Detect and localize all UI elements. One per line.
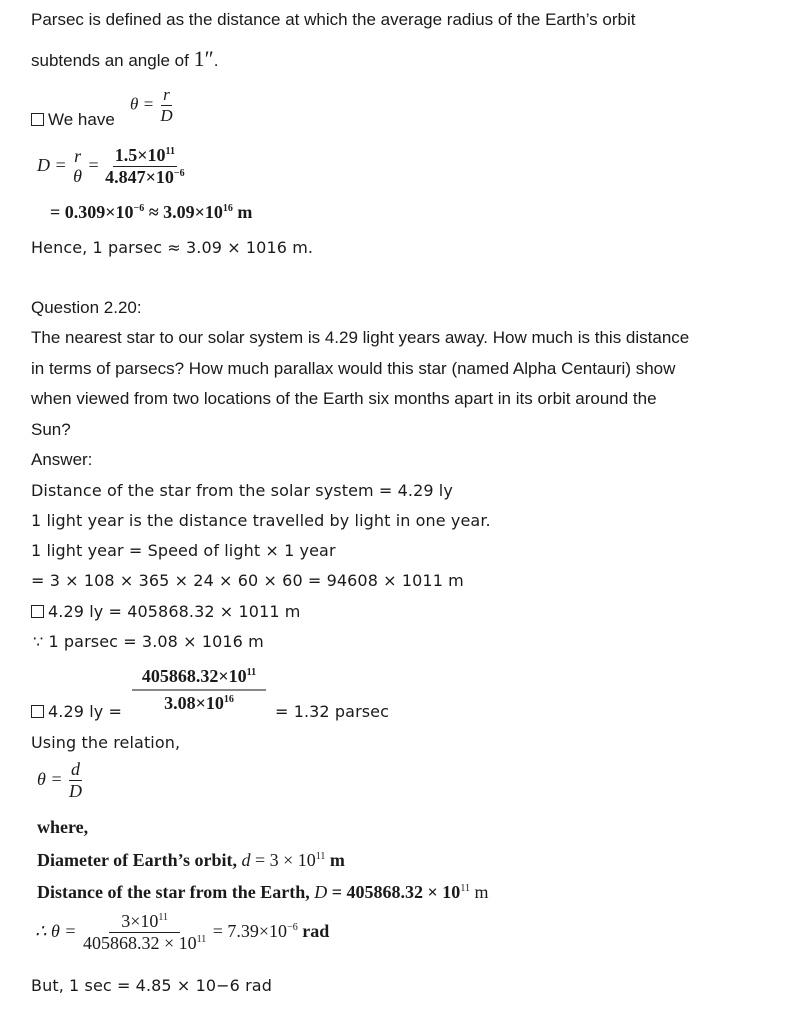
numerator: d	[71, 759, 80, 779]
answer-line: 1 light year = Speed of light × 1 year	[31, 541, 336, 560]
theta-lhs: θ =	[130, 94, 155, 114]
intro-line-2-text: subtends an angle of	[31, 51, 189, 70]
numerator	[132, 666, 266, 691]
exponent: −6	[287, 921, 298, 933]
theta-calc	[35, 912, 329, 953]
unit: m	[232, 202, 253, 222]
missing-glyph-icon	[31, 113, 44, 126]
diameter-value: = 3 × 10	[250, 850, 316, 870]
missing-glyph-icon	[31, 605, 44, 618]
theta-lhs: ∴ θ =	[35, 920, 77, 941]
parsec-calc-result: = 1.32 parsec	[275, 702, 390, 721]
fraction	[158, 86, 174, 125]
theta-formula	[130, 86, 175, 125]
using-relation: Using the relation,	[31, 733, 181, 752]
lhs-text: 4.29 ly =	[48, 702, 123, 721]
parsec-calc-lhs	[31, 702, 122, 721]
answer-line-text: 4.29 ly = 405868.32 × 1011 m	[48, 602, 301, 621]
missing-glyph-icon	[31, 705, 44, 718]
answer-line: 1 light year is the distance travelled by light in one year.	[31, 511, 491, 530]
result-a: = 0.309×10	[50, 202, 134, 222]
exponent: 11	[196, 933, 207, 945]
exponent: −6	[133, 203, 145, 214]
relation-formula	[37, 760, 84, 801]
fraction	[81, 912, 208, 953]
answer-label: Answer:	[31, 450, 93, 469]
denominator-base: 405868.32 × 10	[82, 932, 197, 953]
exponent: 16	[222, 203, 233, 214]
we-have-label: We have	[48, 110, 115, 129]
distance-line	[37, 882, 488, 903]
question-line: Sun?	[31, 420, 71, 439]
exponent: 11	[315, 851, 326, 862]
distance-label: Distance of the star from the Earth,	[37, 882, 310, 902]
question-line: when viewed from two locations of the Earth six months apart in its orbit around the	[31, 389, 657, 408]
denominator: 4.847×10	[105, 166, 174, 187]
theta-result: = 7.39×10	[212, 920, 288, 941]
answer-line	[31, 602, 301, 621]
equals: =	[88, 154, 99, 175]
unit: m	[325, 850, 345, 870]
diameter-line	[37, 850, 345, 871]
fraction-r-theta	[71, 147, 84, 187]
intro-line-2	[31, 46, 219, 72]
answer-line: = 3 × 108 × 365 × 24 × 60 × 60 = 94608 × 1011 m	[31, 571, 464, 590]
denominator	[132, 691, 266, 714]
variable-d: d	[241, 850, 251, 870]
diameter-label: Diameter of Earth’s orbit,	[37, 850, 237, 870]
but-line: But, 1 sec = 4.85 × 10−6 rad	[31, 976, 272, 995]
theta-lhs: θ =	[37, 768, 63, 789]
question-line: The nearest star to our solar system is 4.29 light years away. How much is this distance	[31, 328, 690, 347]
hence-line: Hence, 1 parsec ≈ 3.09 × 1016 m.	[31, 238, 314, 257]
denominator: D	[160, 105, 173, 125]
d-lhs: D =	[37, 154, 67, 175]
variable-D: D	[314, 882, 328, 902]
exponent: −6	[173, 167, 185, 179]
angle-value: 1″	[193, 46, 214, 71]
denominator: θ	[73, 166, 82, 187]
intro-line-1: Parsec is defined as the distance at which the average radius of the Earth’s orbit	[31, 10, 636, 29]
distance-value: = 405868.32 × 10	[327, 882, 461, 902]
fraction	[67, 760, 84, 801]
question-title: Question 2.20:	[31, 298, 142, 317]
numerator: 1.5×10	[114, 145, 166, 165]
fraction-value	[103, 146, 186, 187]
derivation-line-1	[37, 146, 187, 187]
numerator: r	[163, 85, 170, 104]
denominator: D	[69, 780, 82, 801]
result-b: ≈ 3.09×10	[144, 202, 223, 222]
period: .	[213, 51, 219, 70]
answer-line: Distance of the star from the solar system = 4.29 ly	[31, 481, 453, 500]
exponent: 11	[165, 146, 175, 157]
we-have-line	[31, 110, 115, 130]
exponent: 11	[158, 912, 168, 923]
exponent: 11	[460, 883, 470, 894]
answer-line: ∵ 1 parsec = 3.08 × 1016 m	[33, 632, 264, 651]
question-line: in terms of parsecs? How much parallax would this star (named Alpha Centauri) show	[31, 359, 676, 378]
numerator-base: 3×10	[121, 911, 159, 931]
exponent: 11	[246, 667, 257, 678]
numerator: r	[74, 145, 82, 166]
unit: m	[469, 882, 489, 902]
exponent: 16	[223, 694, 234, 705]
parsec-calc-fraction	[132, 666, 266, 714]
where-label: where,	[37, 817, 89, 837]
denominator-base: 3.08×10	[164, 693, 224, 713]
unit: rad	[297, 920, 330, 941]
numerator-base: 405868.32×10	[141, 666, 247, 686]
derivation-line-2	[50, 202, 252, 223]
